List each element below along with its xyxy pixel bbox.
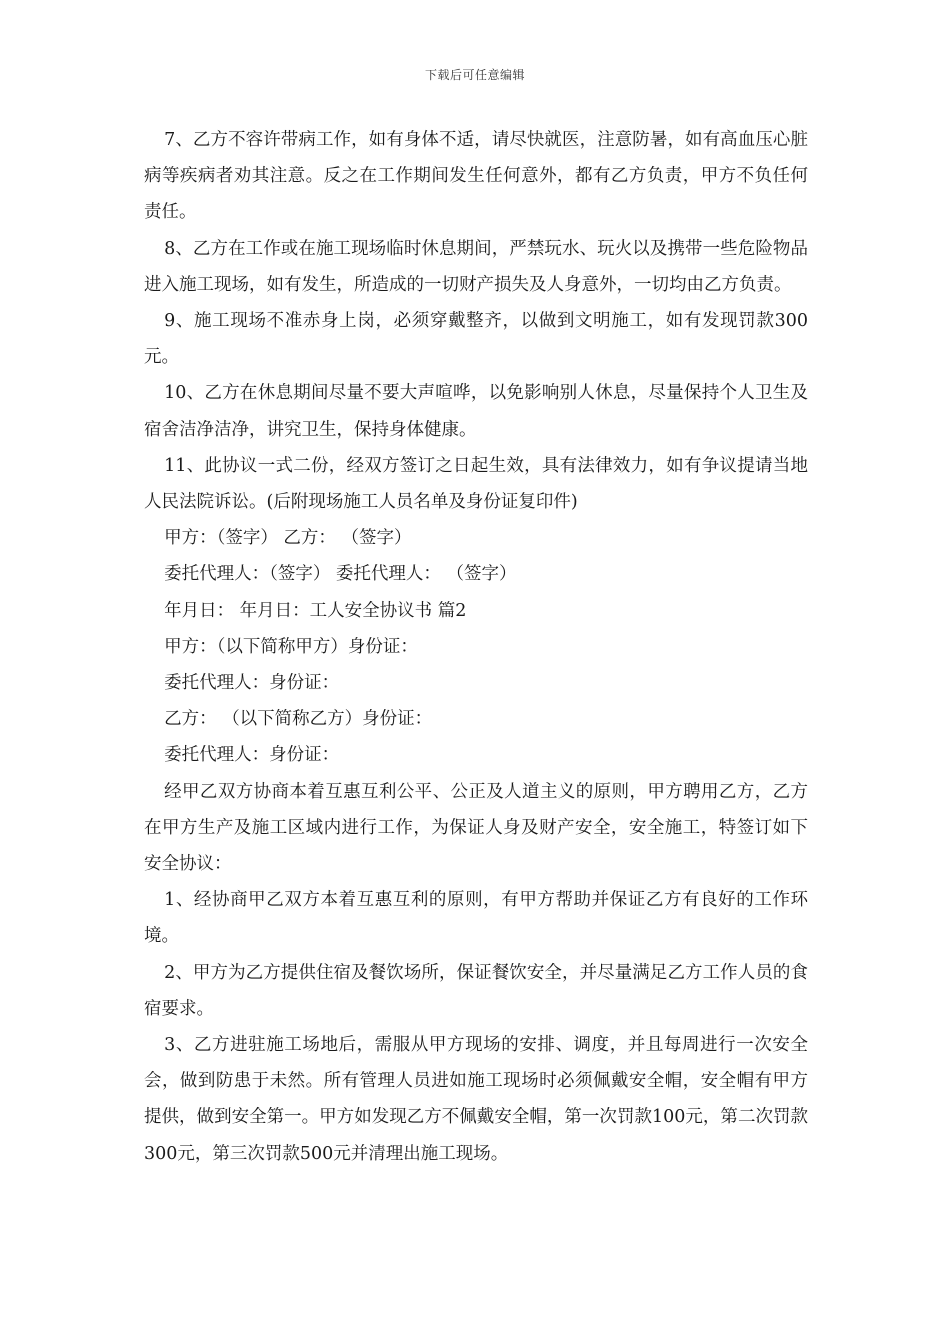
paragraph-11: 11、此协议一式二份，经双方签订之日起生效，具有法律效力，如有争议提请当地人民法院诉讼。(后附现场施工人员名单及身份证复印件) [144, 455, 808, 513]
page-header: 下载后可任意编辑 [424, 68, 525, 82]
signature-parties: 甲方：（签字） 乙方： （签字） [164, 528, 412, 549]
paragraph-9: 9、施工现场不准赤身上岗，必须穿戴整齐，以做到文明施工，如有发现罚款300元。 [144, 311, 808, 368]
document-body [144, 122, 808, 1172]
clause-1: 1、经协商甲乙双方本着互惠互利的原则，有甲方帮助并保证乙方有良好的工作环境。 [144, 890, 808, 947]
signature-agents: 委托代理人：（签字） 委托代理人： （签字） [164, 564, 517, 585]
party-b-agent-line: 委托代理人：身份证： [164, 745, 340, 766]
paragraph-7: 7、乙方不容许带病工作，如有身体不适，请尽快就医，注意防暑，如有高血压心脏病等疾病者劝其注意。反之在工作期间发生任何意外，都有乙方负责，甲方不负任何责任。 [144, 130, 808, 223]
clause-3: 3、乙方进驻施工场地后，需服从甲方现场的安排、调度，并且每周进行一次安全会，做到防患于未然。所有管理人员进如施工现场时必须佩戴安全帽，安全帽有甲方提供，做到安全第一。甲方如发现乙方不佩戴安全帽，第一次罚款100元，第二次罚款300元，第三次罚款500元并清理出施工现场。 [144, 1035, 808, 1164]
signature-dates-title: 年月日： 年月日：工人安全协议书 篇2 [164, 600, 467, 621]
paragraph-10: 10、乙方在休息期间尽量不要大声喧哗，以免影响别人休息，尽量保持个人卫生及宿舍洁净洁净，讲究卫生，保持身体健康。 [144, 383, 808, 440]
clause-2: 2、甲方为乙方提供住宿及餐饮场所，保证餐饮安全，并尽量满足乙方工作人员的食宿要求。 [144, 962, 808, 1019]
preamble-paragraph: 经甲乙双方协商本着互惠互利公平、公正及人道主义的原则，甲方聘用乙方，乙方在甲方生产及施工区域内进行工作，为保证人身及财产安全，安全施工，特签订如下安全协议： [144, 781, 808, 875]
party-a-line: 甲方：（以下简称甲方）身份证： [164, 636, 418, 657]
party-a-agent-line: 委托代理人：身份证： [164, 673, 340, 694]
party-b-line: 乙方： （以下简称乙方）身份证： [164, 709, 433, 730]
paragraph-8: 8、乙方在工作或在施工现场临时休息期间，严禁玩水、玩火以及携带一些危险物品进入施工现场，如有发生，所造成的一切财产损失及人身意外，一切均由乙方负责。 [144, 238, 808, 295]
